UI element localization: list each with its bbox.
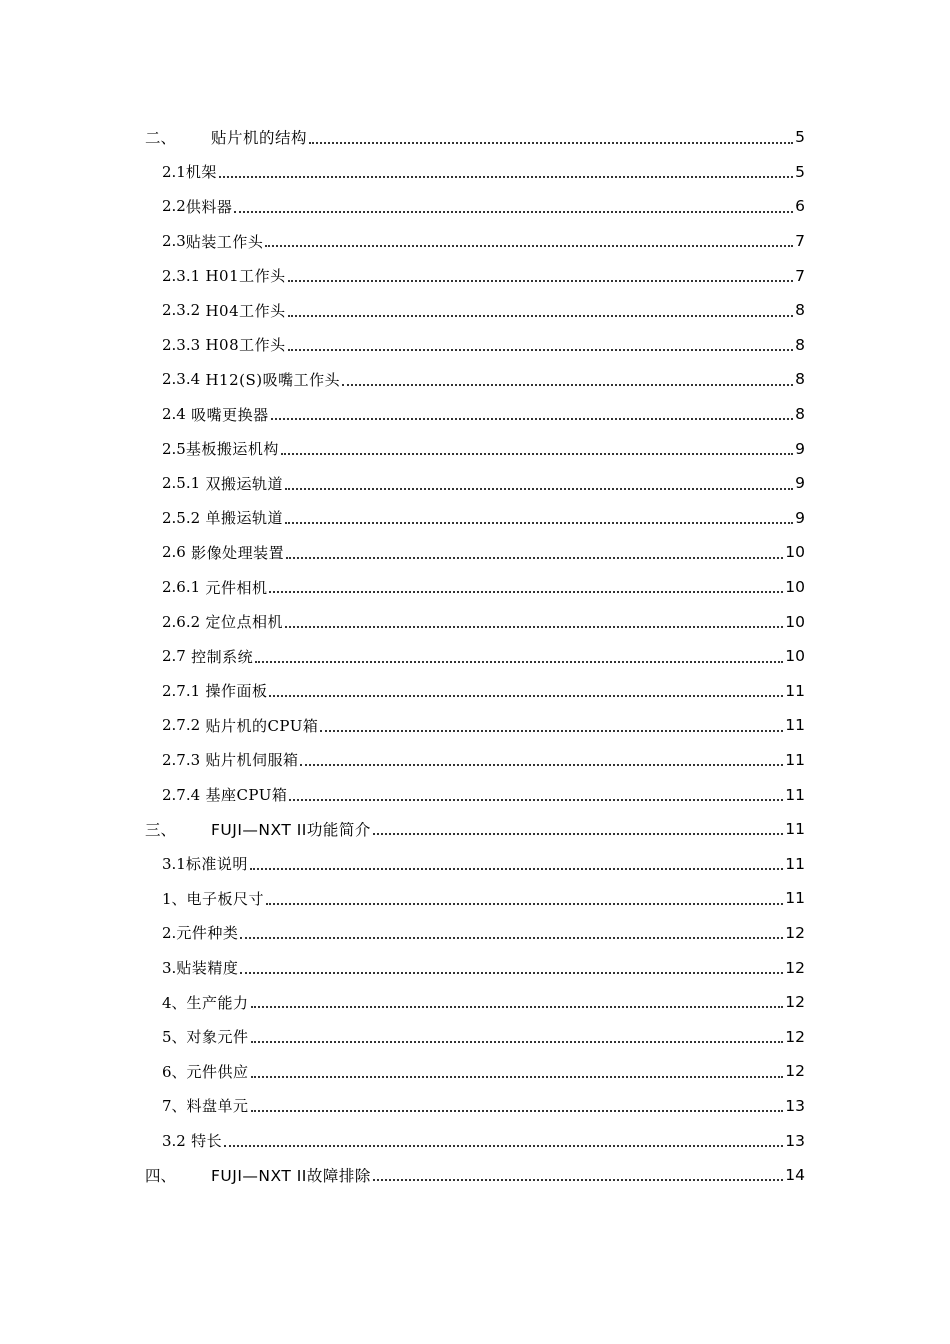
toc-entry[interactable] <box>0 397 950 432</box>
toc-entry-page-number: 11 <box>785 750 805 769</box>
toc-entry[interactable] <box>0 224 950 259</box>
table-of-contents <box>0 120 950 1192</box>
toc-entry-number: 2.4 <box>162 405 186 424</box>
toc-entry[interactable] <box>0 639 950 674</box>
toc-entry-title: 机架 <box>185 163 217 182</box>
toc-entry[interactable] <box>0 155 950 190</box>
toc-entry-number: 2.2 <box>162 197 186 216</box>
toc-entry[interactable] <box>0 777 950 812</box>
toc-dot-leader <box>281 452 793 455</box>
toc-dot-leader <box>288 314 794 317</box>
toc-entry-title: H04工作头 <box>200 301 286 320</box>
toc-entry-title: 生产能力 <box>186 993 249 1012</box>
toc-entry-number: 2.3 <box>162 232 186 251</box>
toc-entry-number: 4、 <box>162 993 187 1012</box>
toc-entry-number: 2.7.4 <box>162 785 201 804</box>
toc-dot-leader <box>289 798 783 801</box>
toc-entry-page-number: 12 <box>785 958 805 977</box>
toc-entry[interactable] <box>0 466 950 501</box>
toc-entry-title: 电子板尺寸 <box>186 889 265 908</box>
toc-entry[interactable] <box>0 916 950 951</box>
toc-entry-title: 基板搬运机构 <box>185 440 279 459</box>
toc-entry-title: 控制系统 <box>185 647 254 666</box>
toc-entry-number: 2.6 <box>162 543 186 562</box>
toc-entry-page-number: 8 <box>795 301 805 320</box>
toc-dot-leader <box>251 1040 784 1043</box>
toc-entry-title: 单搬运轨道 <box>200 509 283 528</box>
toc-entry-number: 2.7.1 <box>162 681 201 700</box>
toc-entry-title: H12(S)吸嘴工作头 <box>200 370 341 389</box>
toc-dot-leader <box>240 936 783 939</box>
toc-entry-number: 3.2 <box>162 1131 186 1150</box>
toc-entry-title: 双搬运轨道 <box>200 474 283 493</box>
toc-entry[interactable] <box>0 708 950 743</box>
toc-dot-leader <box>309 141 793 144</box>
toc-entry-title: FUJI—NXT II功能简介 <box>211 821 371 840</box>
toc-entry-number: 2. <box>162 923 177 942</box>
toc-entry-title: 影像处理装置 <box>185 543 285 562</box>
toc-entry[interactable] <box>0 431 950 466</box>
toc-entry-page-number: 10 <box>785 578 805 597</box>
toc-dot-leader <box>240 971 783 974</box>
toc-dot-leader <box>269 694 783 697</box>
toc-entry-page-number: 12 <box>785 993 805 1012</box>
toc-dot-leader <box>342 383 793 386</box>
toc-entry-title: 定位点相机 <box>200 613 283 632</box>
toc-entry-title: 元件相机 <box>200 578 268 597</box>
toc-entry-number: 二、 <box>145 129 177 148</box>
toc-entry-number: 2.5 <box>162 439 186 458</box>
toc-dot-leader <box>300 763 783 766</box>
toc-entry-number: 3.1 <box>162 854 186 873</box>
toc-entry-number: 2.7.2 <box>162 716 201 735</box>
toc-dot-leader <box>250 867 783 870</box>
toc-entry-title: 吸嘴更换器 <box>185 405 269 424</box>
toc-entry-title: 贴装工作头 <box>185 232 264 251</box>
toc-entry[interactable] <box>0 812 950 847</box>
toc-entry-title: 元件供应 <box>186 1062 249 1081</box>
toc-entry-page-number: 11 <box>785 820 805 839</box>
toc-entry-title: FUJI—NXT II故障排除 <box>211 1167 371 1186</box>
toc-entry[interactable] <box>0 604 950 639</box>
toc-entry[interactable] <box>0 743 950 778</box>
toc-entry-title: 料盘单元 <box>186 1097 249 1116</box>
toc-entry-number: 2.7 <box>162 647 186 666</box>
toc-entry-number: 3. <box>162 958 177 977</box>
toc-entry-number: 7、 <box>162 1097 187 1116</box>
toc-entry-number: 2.3.3 <box>162 335 201 354</box>
toc-entry[interactable] <box>0 846 950 881</box>
toc-dot-leader <box>285 521 793 524</box>
toc-entry[interactable] <box>0 501 950 536</box>
toc-entry-title: 特长 <box>185 1132 223 1151</box>
toc-entry-page-number: 8 <box>795 405 805 424</box>
toc-entry-title: 标准说明 <box>185 855 248 874</box>
toc-entry-page-number: 5 <box>795 128 805 147</box>
toc-entry[interactable] <box>0 1019 950 1054</box>
toc-dot-leader <box>271 417 793 420</box>
toc-entry-number: 2.6.2 <box>162 612 201 631</box>
toc-dot-leader <box>265 244 793 247</box>
toc-entry-page-number: 8 <box>795 370 805 389</box>
toc-entry[interactable] <box>0 1123 950 1158</box>
toc-entry[interactable] <box>0 293 950 328</box>
toc-entry-number: 2.6.1 <box>162 578 201 597</box>
toc-dot-leader <box>373 832 783 835</box>
toc-entry-title: 贴片机的结构 <box>211 129 308 148</box>
toc-entry-page-number: 10 <box>785 543 805 562</box>
toc-entry-number: 2.3.2 <box>162 301 201 320</box>
toc-entry-page-number: 7 <box>795 266 805 285</box>
toc-dot-leader <box>251 1005 784 1008</box>
toc-entry-title: H08工作头 <box>200 336 286 355</box>
toc-entry[interactable] <box>0 881 950 916</box>
toc-dot-leader <box>219 175 793 178</box>
toc-entry-title: H01工作头 <box>200 267 286 286</box>
toc-entry-title: 对象元件 <box>186 1028 249 1047</box>
toc-entry-number: 2.5.2 <box>162 508 201 527</box>
toc-entry[interactable] <box>0 674 950 709</box>
toc-entry[interactable] <box>0 1089 950 1124</box>
toc-dot-leader <box>320 729 783 732</box>
toc-entry[interactable] <box>0 189 950 224</box>
toc-entry-page-number: 14 <box>785 1166 805 1185</box>
toc-entry-number: 四、 <box>145 1167 177 1186</box>
toc-entry[interactable] <box>0 950 950 985</box>
toc-entry-title: 贴片机伺服箱 <box>200 751 299 770</box>
toc-entry-page-number: 11 <box>785 854 805 873</box>
toc-dot-leader <box>285 487 793 490</box>
toc-entry[interactable] <box>0 985 950 1020</box>
toc-dot-leader <box>373 1178 783 1181</box>
toc-dot-leader <box>234 210 793 213</box>
toc-entry-number: 2.5.1 <box>162 474 201 493</box>
toc-entry-page-number: 11 <box>785 785 805 804</box>
toc-entry-title: 操作面板 <box>200 682 268 701</box>
toc-entry-page-number: 12 <box>785 1027 805 1046</box>
toc-entry-page-number: 9 <box>795 474 805 493</box>
toc-entry-number: 6、 <box>162 1062 187 1081</box>
toc-entry-number: 1、 <box>162 889 187 908</box>
toc-entry-page-number: 5 <box>795 162 805 181</box>
toc-entry[interactable] <box>0 1054 950 1089</box>
toc-entry-number: 5、 <box>162 1028 187 1047</box>
toc-entry-page-number: 13 <box>785 1131 805 1150</box>
toc-entry-title: 元件种类 <box>176 924 239 943</box>
toc-entry-page-number: 13 <box>785 1096 805 1115</box>
toc-dot-leader <box>251 1075 784 1078</box>
toc-dot-leader <box>269 590 783 593</box>
toc-entry-number: 三、 <box>145 821 177 840</box>
toc-entry-page-number: 10 <box>785 612 805 631</box>
toc-dot-leader <box>288 279 794 282</box>
toc-entry-page-number: 11 <box>785 889 805 908</box>
toc-entry-page-number: 9 <box>795 508 805 527</box>
toc-entry[interactable] <box>0 362 950 397</box>
toc-dot-leader <box>251 1109 784 1112</box>
toc-dot-leader <box>285 625 783 628</box>
toc-entry-title: 贴装精度 <box>176 959 239 978</box>
toc-entry-page-number: 8 <box>795 335 805 354</box>
toc-entry-number: 2.1 <box>162 162 186 181</box>
toc-dot-leader <box>288 348 794 351</box>
toc-entry-number: 2.3.4 <box>162 370 201 389</box>
toc-entry[interactable] <box>0 1158 950 1193</box>
toc-entry[interactable] <box>0 328 950 363</box>
toc-dot-leader <box>224 1144 783 1147</box>
toc-entry-page-number: 6 <box>795 197 805 216</box>
toc-entry-page-number: 11 <box>785 716 805 735</box>
toc-entry-title: 基座CPU箱 <box>200 786 288 805</box>
toc-dot-leader <box>286 556 783 559</box>
toc-entry-page-number: 12 <box>785 1062 805 1081</box>
toc-entry-number: 2.7.3 <box>162 750 201 769</box>
toc-entry-title: 供料器 <box>185 197 233 216</box>
toc-entry-page-number: 12 <box>785 923 805 942</box>
toc-dot-leader <box>255 660 783 663</box>
toc-entry-page-number: 9 <box>795 439 805 458</box>
toc-dot-leader <box>266 902 783 905</box>
toc-entry[interactable] <box>0 258 950 293</box>
toc-entry[interactable] <box>0 535 950 570</box>
toc-entry-title: 贴片机的CPU箱 <box>200 716 319 735</box>
toc-entry-page-number: 10 <box>785 647 805 666</box>
toc-entry-number: 2.3.1 <box>162 266 201 285</box>
toc-entry-page-number: 7 <box>795 232 805 251</box>
toc-entry[interactable] <box>0 570 950 605</box>
toc-entry[interactable] <box>0 120 950 155</box>
toc-entry-page-number: 11 <box>785 681 805 700</box>
